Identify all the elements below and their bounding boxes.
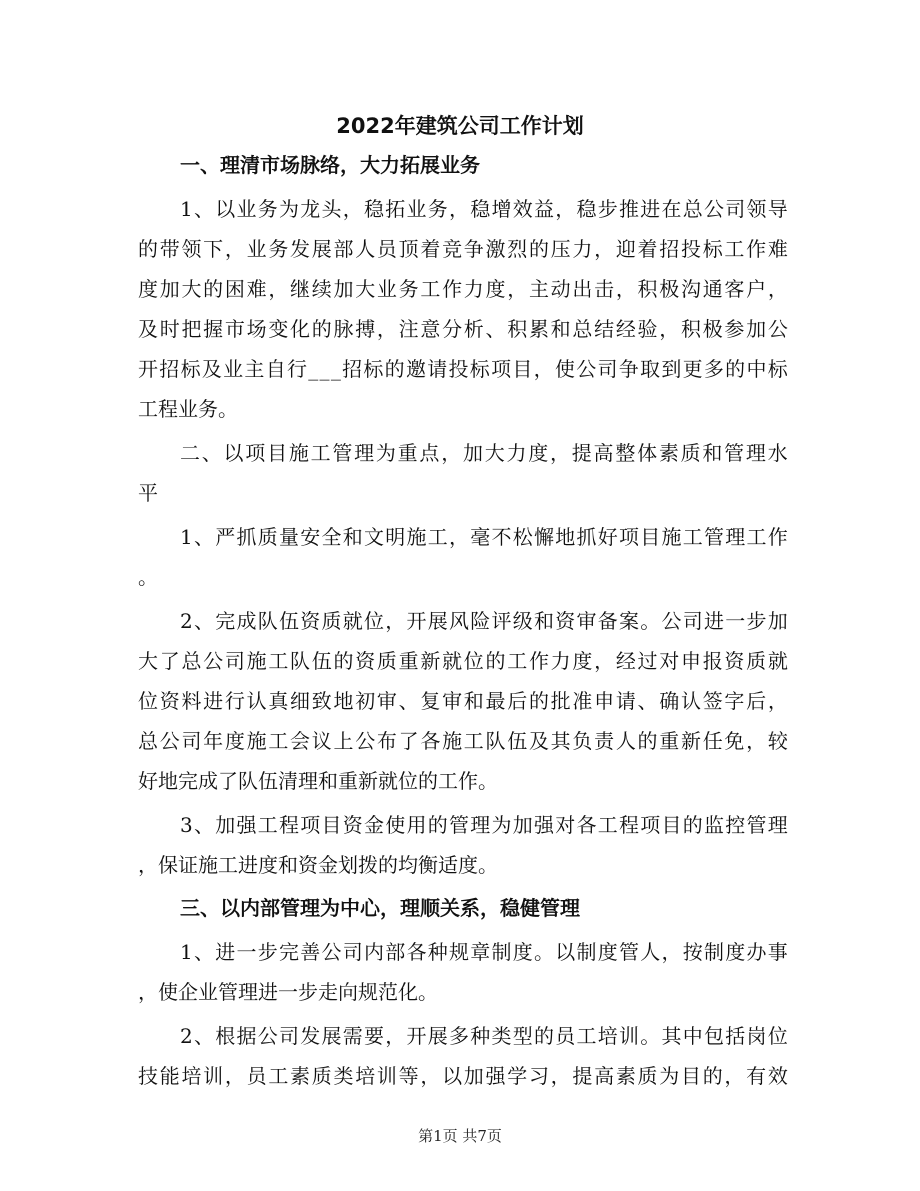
paragraph-line: 及 时 把 握 市 场 变 化 的 脉 搏 ， 注 意 分 析 、 积 累 和 总 结 经 验 ， 积 极 参 加 公 [138,317,788,341]
paragraph-line: 3 、 加 强 工 程 项 目 资 金 使 用 的 管 理 为 加 强 对 各 工 程 项 目 的 监 控 管 理 [180,813,788,837]
paragraph-line: 总 公 司 年 度 施 工 会 议 上 公 布 了 各 施 工 队 伍 及 其 负 责 人 的 重 新 任 免 ， 较 [138,729,788,753]
paragraph-line: 。 [138,565,158,589]
paragraph-line: 1 、 严 抓 质 量 安 全 和 文 明 施 工 ， 毫 不 松 懈 地 抓 好 项 目 施 工 管 理 工 作 [180,525,788,549]
paragraph-line: 位 资 料 进 行 认 真 细 致 地 初 审 、 复 审 和 最 后 的 批 准 申 请 、 确 认 签 字 后 ， [138,689,788,713]
paragraph-line: 度 加 大 的 困 难 ， 继 续 加 大 业 务 工 作 力 度 ， 主 动 出 击 ， 积 极 沟 通 客 户 ， [138,277,788,301]
section-heading-1: 一、理清市场脉络，大力拓展业务 [180,153,480,177]
paragraph-line: 2 、 根 据 公 司 发 展 需 要 ， 开 展 多 种 类 型 的 员 工 培 训 。 其 中 包 括 岗 位 [180,1024,788,1048]
paragraph-line: 2 、 完 成 队 伍 资 质 就 位 ， 开 展 风 险 评 级 和 资 审 备 案 。 公 司 进 一 步 加 [180,609,788,633]
paragraph-line: ，保证施工进度和资金划拨的均衡适度。 [138,853,498,877]
paragraph-line: 工程业务。 [138,397,238,421]
page-number-footer: 第1页 共7页 [418,1127,502,1145]
section-heading-2: 二 、 以 项 目 施 工 管 理 为 重 点 ， 加 大 力 度 ， 提 高 整 体 素 质 和 管 理 水 [180,441,788,465]
paragraph-line: ，使企业管理进一步走向规范化。 [138,980,438,1004]
document-title: 2022年建筑公司工作计划 [336,114,584,138]
section-heading-3: 三、以内部管理为中心，理顺关系，稳健管理 [180,896,580,920]
paragraph-line: 1 、 进 一 步 完 善 公 司 内 部 各 种 规 章 制 度 。 以 制 度 管 人 ， 按 制 度 办 事 [180,940,788,964]
section-heading-2-cont: 平 [138,481,158,505]
paragraph-line: 开 招 标 及 业 主 自 行 _ _ _ 招 标 的 邀 请 投 标 项 目 ， 使 公 司 争 取 到 更 多 的 中 标 [138,357,788,381]
paragraph-line: 的 带 领 下 ， 业 务 发 展 部 人 员 顶 着 竞 争 激 烈 的 压 力 ， 迎 着 招 投 标 工 作 难 [138,237,788,261]
paragraph-line: 1 、 以 业 务 为 龙 头 ， 稳 拓 业 务 ， 稳 增 效 益 ， 稳 步 推 进 在 总 公 司 领 导 [180,197,788,221]
paragraph-line: 大 了 总 公 司 施 工 队 伍 的 资 质 重 新 就 位 的 工 作 力 度 ， 经 过 对 申 报 资 质 就 [138,649,788,673]
paragraph-line: 技 能 培 训 ， 员 工 素 质 类 培 训 等 ， 以 加 强 学 习 ， 提 高 素 质 为 目 的 ， 有 效 [138,1064,788,1088]
paragraph-line: 好地完成了队伍清理和重新就位的工作。 [138,769,498,793]
